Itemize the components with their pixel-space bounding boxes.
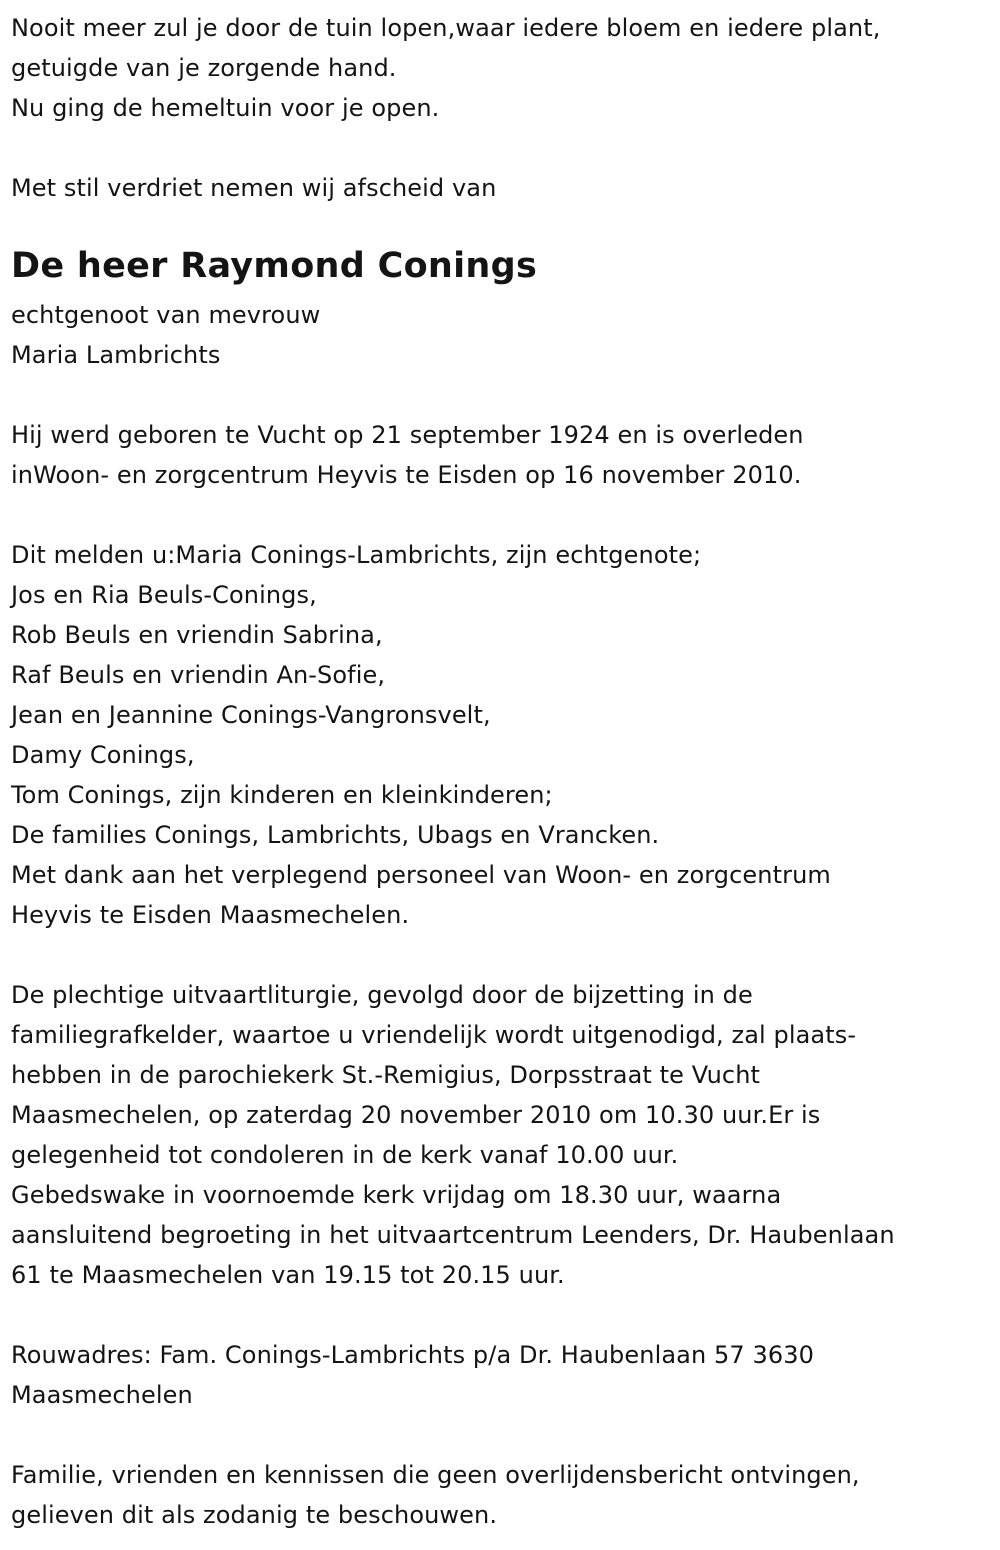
spacer xyxy=(11,1415,996,1455)
birth-death-info xyxy=(11,415,996,495)
funeral-line: Gebedswake in voornoemde kerk vrijdag om 18.30 uur, waarna xyxy=(11,1181,782,1209)
closing-note xyxy=(11,1455,996,1535)
poem-line: Nooit meer zul je door de tuin lopen,waar iedere bloem en iedere plant, xyxy=(11,14,881,42)
spacer xyxy=(11,1295,996,1335)
birth-death-line: inWoon- en zorgcentrum Heyvis te Eisden op 16 november 2010. xyxy=(11,461,802,489)
announcer-line: Jos en Ria Beuls-Conings, xyxy=(11,581,317,609)
address-line: Rouwadres: Fam. Conings-Lambrichts p/a Dr. Haubenlaan 57 3630 xyxy=(11,1341,814,1369)
poem xyxy=(11,8,996,128)
deceased-name: De heer Raymond Conings xyxy=(11,246,538,286)
closing-line: gelieven dit als zodanig te beschouwen. xyxy=(11,1501,498,1529)
announcer-line: Heyvis te Eisden Maasmechelen. xyxy=(11,901,410,929)
funeral-details xyxy=(11,975,996,1295)
spacer xyxy=(11,935,996,975)
announcers-list xyxy=(11,535,996,935)
death-notice xyxy=(11,8,996,1535)
birth-death-line: Hij werd geboren te Vucht op 21 september 1924 en is overleden xyxy=(11,421,804,449)
spacer xyxy=(11,375,996,415)
funeral-line: hebben in de parochiekerk St.-Remigius, Dorpsstraat te Vucht xyxy=(11,1061,761,1089)
spouse-line: Maria Lambrichts xyxy=(11,341,221,369)
funeral-line: aansluitend begroeting in het uitvaartcentrum Leenders, Dr. Haubenlaan xyxy=(11,1221,895,1249)
spouse-line: echtgenoot van mevrouw xyxy=(11,301,321,329)
funeral-line: familiegrafkelder, waartoe u vriendelijk wordt uitgenodigd, zal plaats- xyxy=(11,1021,857,1049)
funeral-line: 61 te Maasmechelen van 19.15 tot 20.15 uur. xyxy=(11,1261,565,1289)
announcer-line: De families Conings, Lambrichts, Ubags en Vrancken. xyxy=(11,821,660,849)
funeral-line: Maasmechelen, op zaterdag 20 november 2010 om 10.30 uur.Er is xyxy=(11,1101,821,1129)
announcer-line: Damy Conings, xyxy=(11,741,195,769)
intro-text: Met stil verdriet nemen wij afscheid van xyxy=(11,174,497,202)
announcer-line: Met dank aan het verplegend personeel van Woon- en zorgcentrum xyxy=(11,861,831,889)
address-line: Maasmechelen xyxy=(11,1381,193,1409)
spacer xyxy=(11,495,996,535)
spacer xyxy=(11,208,996,238)
announcer-line: Jean en Jeannine Conings-Vangronsvelt, xyxy=(11,701,491,729)
announcer-line: Dit melden u:Maria Conings-Lambrichts, zijn echtgenote; xyxy=(11,541,702,569)
poem-line: Nu ging de hemeltuin voor je open. xyxy=(11,94,440,122)
announcer-line: Raf Beuls en vriendin An-Sofie, xyxy=(11,661,386,689)
closing-line: Familie, vrienden en kennissen die geen overlijdensbericht ontvingen, xyxy=(11,1461,860,1489)
spouse-info xyxy=(11,295,996,375)
poem-line: getuigde van je zorgende hand. xyxy=(11,54,397,82)
spacer xyxy=(11,128,996,168)
funeral-line: gelegenheid tot condoleren in de kerk vanaf 10.00 uur. xyxy=(11,1141,679,1169)
mourning-address xyxy=(11,1335,996,1415)
funeral-line: De plechtige uitvaartliturgie, gevolgd door de bijzetting in de xyxy=(11,981,753,1009)
announcer-line: Rob Beuls en vriendin Sabrina, xyxy=(11,621,383,649)
announcer-line: Tom Conings, zijn kinderen en kleinkinderen; xyxy=(11,781,553,809)
